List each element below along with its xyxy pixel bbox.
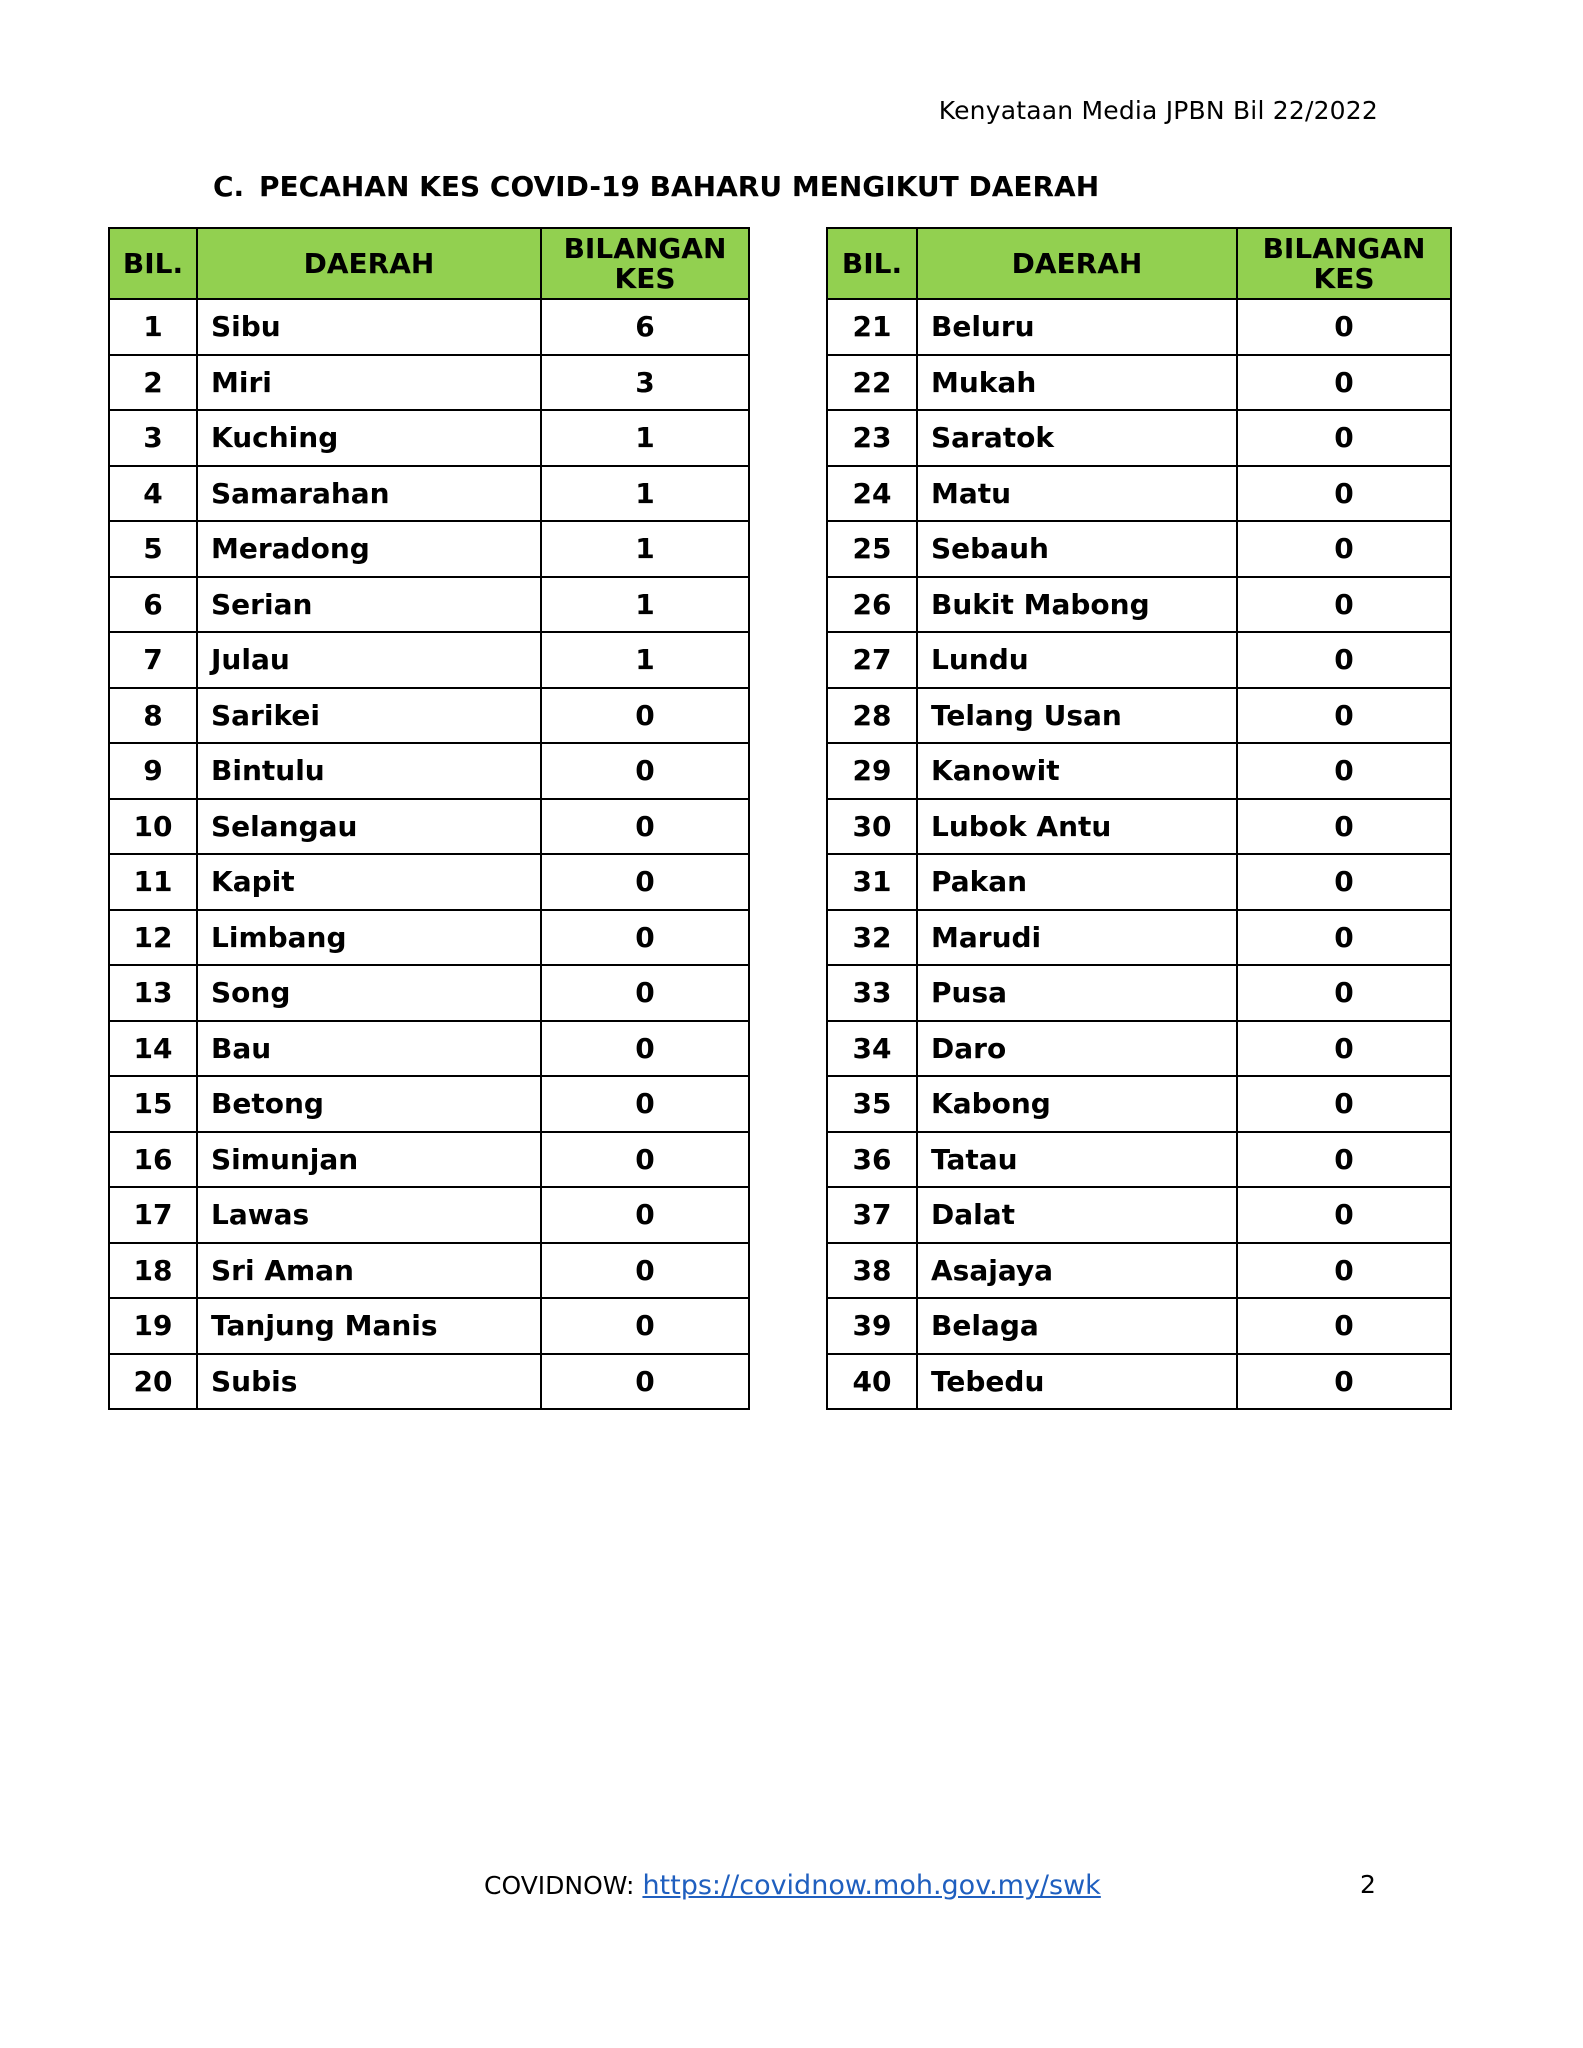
row-daerah: Meradong <box>197 521 541 577</box>
row-kes: 0 <box>1237 688 1451 744</box>
table-row <box>109 632 749 688</box>
row-daerah: Mukah <box>917 355 1237 411</box>
row-kes: 0 <box>1237 1243 1451 1299</box>
table-row <box>109 521 749 577</box>
row-bil: 6 <box>109 577 197 633</box>
row-kes: 0 <box>1237 854 1451 910</box>
row-bil: 38 <box>827 1243 917 1299</box>
column-header-kes-line1: BILANGAN <box>563 231 727 265</box>
row-kes: 0 <box>1237 1132 1451 1188</box>
row-kes: 1 <box>541 410 749 466</box>
row-bil: 28 <box>827 688 917 744</box>
column-header-kes-line2: KES <box>1313 261 1375 295</box>
row-daerah: Pakan <box>917 854 1237 910</box>
row-bil: 12 <box>109 910 197 966</box>
row-bil: 26 <box>827 577 917 633</box>
row-kes: 0 <box>1237 521 1451 577</box>
row-bil: 37 <box>827 1187 917 1243</box>
table-row <box>109 577 749 633</box>
row-daerah: Kapit <box>197 854 541 910</box>
row-daerah: Limbang <box>197 910 541 966</box>
row-daerah: Asajaya <box>917 1243 1237 1299</box>
row-bil: 16 <box>109 1132 197 1188</box>
column-header-kes-line2: KES <box>614 261 676 295</box>
row-bil: 20 <box>109 1354 197 1410</box>
row-daerah: Matu <box>917 466 1237 522</box>
row-daerah: Tatau <box>917 1132 1237 1188</box>
table-row <box>109 299 749 355</box>
row-kes: 0 <box>541 1243 749 1299</box>
row-daerah: Kabong <box>917 1076 1237 1132</box>
row-bil: 32 <box>827 910 917 966</box>
table-row <box>827 799 1451 855</box>
row-daerah: Marudi <box>917 910 1237 966</box>
row-kes: 0 <box>541 743 749 799</box>
row-bil: 39 <box>827 1298 917 1354</box>
row-bil: 17 <box>109 1187 197 1243</box>
table-row <box>109 1354 749 1410</box>
row-bil: 10 <box>109 799 197 855</box>
row-kes: 0 <box>1237 1021 1451 1077</box>
row-kes: 0 <box>541 1187 749 1243</box>
row-kes: 0 <box>541 688 749 744</box>
table-row <box>109 1021 749 1077</box>
row-daerah: Lundu <box>917 632 1237 688</box>
row-daerah: Betong <box>197 1076 541 1132</box>
row-kes: 0 <box>1237 1354 1451 1410</box>
section-title-text: PECAHAN KES COVID-19 BAHARU MENGIKUT DAERAH <box>259 170 1100 203</box>
table-row <box>827 1298 1451 1354</box>
row-daerah: Sibu <box>197 299 541 355</box>
row-kes: 0 <box>541 1076 749 1132</box>
row-daerah: Bau <box>197 1021 541 1077</box>
row-bil: 4 <box>109 466 197 522</box>
row-kes: 1 <box>541 466 749 522</box>
row-bil: 21 <box>827 299 917 355</box>
table-row <box>827 910 1451 966</box>
row-daerah: Pusa <box>917 965 1237 1021</box>
row-bil: 35 <box>827 1076 917 1132</box>
table-row <box>827 1132 1451 1188</box>
row-daerah: Tebedu <box>917 1354 1237 1410</box>
row-daerah: Sarikei <box>197 688 541 744</box>
table-row <box>827 854 1451 910</box>
table-row <box>109 1187 749 1243</box>
row-kes: 0 <box>1237 799 1451 855</box>
table-row <box>827 299 1451 355</box>
row-bil: 30 <box>827 799 917 855</box>
row-kes: 0 <box>541 799 749 855</box>
table-row <box>109 965 749 1021</box>
row-daerah: Simunjan <box>197 1132 541 1188</box>
table-row <box>109 355 749 411</box>
row-daerah: Tanjung Manis <box>197 1298 541 1354</box>
row-kes: 3 <box>541 355 749 411</box>
row-bil: 31 <box>827 854 917 910</box>
footer <box>484 1870 1101 1901</box>
table-row <box>827 410 1451 466</box>
table-row <box>109 1298 749 1354</box>
table-row <box>109 799 749 855</box>
table-row <box>827 632 1451 688</box>
footer-label: COVIDNOW: <box>484 1871 643 1900</box>
row-daerah: Sebauh <box>917 521 1237 577</box>
column-header-kes <box>541 228 749 299</box>
row-bil: 15 <box>109 1076 197 1132</box>
table-row <box>827 577 1451 633</box>
column-header-daerah: DAERAH <box>197 228 541 299</box>
column-header-kes <box>1237 228 1451 299</box>
row-kes: 0 <box>1237 355 1451 411</box>
row-daerah: Serian <box>197 577 541 633</box>
row-bil: 34 <box>827 1021 917 1077</box>
row-bil: 36 <box>827 1132 917 1188</box>
row-bil: 5 <box>109 521 197 577</box>
row-daerah: Song <box>197 965 541 1021</box>
table-row <box>109 466 749 522</box>
row-kes: 1 <box>541 577 749 633</box>
row-kes: 0 <box>1237 965 1451 1021</box>
section-title <box>213 170 1099 203</box>
table-row <box>109 688 749 744</box>
row-daerah: Dalat <box>917 1187 1237 1243</box>
row-daerah: Lubok Antu <box>917 799 1237 855</box>
table-header-row <box>109 228 749 299</box>
row-daerah: Daro <box>917 1021 1237 1077</box>
row-kes: 0 <box>1237 466 1451 522</box>
row-kes: 0 <box>1237 1298 1451 1354</box>
row-bil: 19 <box>109 1298 197 1354</box>
row-kes: 1 <box>541 521 749 577</box>
row-daerah: Selangau <box>197 799 541 855</box>
row-bil: 14 <box>109 1021 197 1077</box>
row-daerah: Saratok <box>917 410 1237 466</box>
table-row <box>827 688 1451 744</box>
row-kes: 0 <box>541 910 749 966</box>
row-kes: 0 <box>541 965 749 1021</box>
row-bil: 1 <box>109 299 197 355</box>
table-row <box>827 1187 1451 1243</box>
table-row <box>109 1076 749 1132</box>
row-daerah: Kanowit <box>917 743 1237 799</box>
table-row <box>827 1354 1451 1410</box>
row-kes: 0 <box>1237 632 1451 688</box>
row-daerah: Kuching <box>197 410 541 466</box>
column-header-bil: BIL. <box>827 228 917 299</box>
row-bil: 8 <box>109 688 197 744</box>
row-daerah: Lawas <box>197 1187 541 1243</box>
row-daerah: Bukit Mabong <box>917 577 1237 633</box>
row-kes: 0 <box>1237 577 1451 633</box>
district-table-right <box>826 227 1452 1410</box>
row-daerah: Sri Aman <box>197 1243 541 1299</box>
row-bil: 13 <box>109 965 197 1021</box>
row-daerah: Samarahan <box>197 466 541 522</box>
row-bil: 24 <box>827 466 917 522</box>
row-bil: 40 <box>827 1354 917 1410</box>
column-header-bil: BIL. <box>109 228 197 299</box>
row-kes: 0 <box>1237 410 1451 466</box>
row-kes: 0 <box>541 1132 749 1188</box>
table-row <box>827 1076 1451 1132</box>
row-kes: 0 <box>1237 743 1451 799</box>
row-kes: 6 <box>541 299 749 355</box>
row-bil: 29 <box>827 743 917 799</box>
row-bil: 7 <box>109 632 197 688</box>
table-row <box>109 1243 749 1299</box>
row-bil: 18 <box>109 1243 197 1299</box>
table-row <box>827 355 1451 411</box>
table-row <box>109 910 749 966</box>
row-daerah: Bintulu <box>197 743 541 799</box>
table-row <box>109 854 749 910</box>
table-row <box>827 1243 1451 1299</box>
row-bil: 25 <box>827 521 917 577</box>
row-kes: 0 <box>541 1298 749 1354</box>
table-header-row <box>827 228 1451 299</box>
row-kes: 0 <box>1237 1187 1451 1243</box>
page-number: 2 <box>1360 1870 1376 1899</box>
row-bil: 11 <box>109 854 197 910</box>
district-table-left <box>108 227 750 1410</box>
table-row <box>109 743 749 799</box>
row-daerah: Miri <box>197 355 541 411</box>
row-bil: 33 <box>827 965 917 1021</box>
column-header-daerah: DAERAH <box>917 228 1237 299</box>
row-bil: 2 <box>109 355 197 411</box>
row-daerah: Beluru <box>917 299 1237 355</box>
row-bil: 3 <box>109 410 197 466</box>
row-kes: 0 <box>1237 1076 1451 1132</box>
row-kes: 0 <box>541 1021 749 1077</box>
covidnow-link[interactable]: https://covidnow.moh.gov.my/swk <box>642 1870 1101 1901</box>
row-kes: 1 <box>541 632 749 688</box>
row-bil: 23 <box>827 410 917 466</box>
table-row <box>827 743 1451 799</box>
row-daerah: Telang Usan <box>917 688 1237 744</box>
row-daerah: Belaga <box>917 1298 1237 1354</box>
row-kes: 0 <box>541 854 749 910</box>
table-row <box>827 965 1451 1021</box>
row-bil: 22 <box>827 355 917 411</box>
column-header-kes-line1: BILANGAN <box>1262 231 1426 265</box>
row-daerah: Subis <box>197 1354 541 1410</box>
row-kes: 0 <box>1237 910 1451 966</box>
table-row <box>827 521 1451 577</box>
row-bil: 9 <box>109 743 197 799</box>
row-kes: 0 <box>1237 299 1451 355</box>
table-row <box>109 1132 749 1188</box>
row-bil: 27 <box>827 632 917 688</box>
row-kes: 0 <box>541 1354 749 1410</box>
document-reference: Kenyataan Media JPBN Bil 22/2022 <box>938 96 1378 125</box>
table-row <box>827 466 1451 522</box>
table-row <box>109 410 749 466</box>
table-row <box>827 1021 1451 1077</box>
section-letter: C. <box>213 170 245 203</box>
row-daerah: Julau <box>197 632 541 688</box>
